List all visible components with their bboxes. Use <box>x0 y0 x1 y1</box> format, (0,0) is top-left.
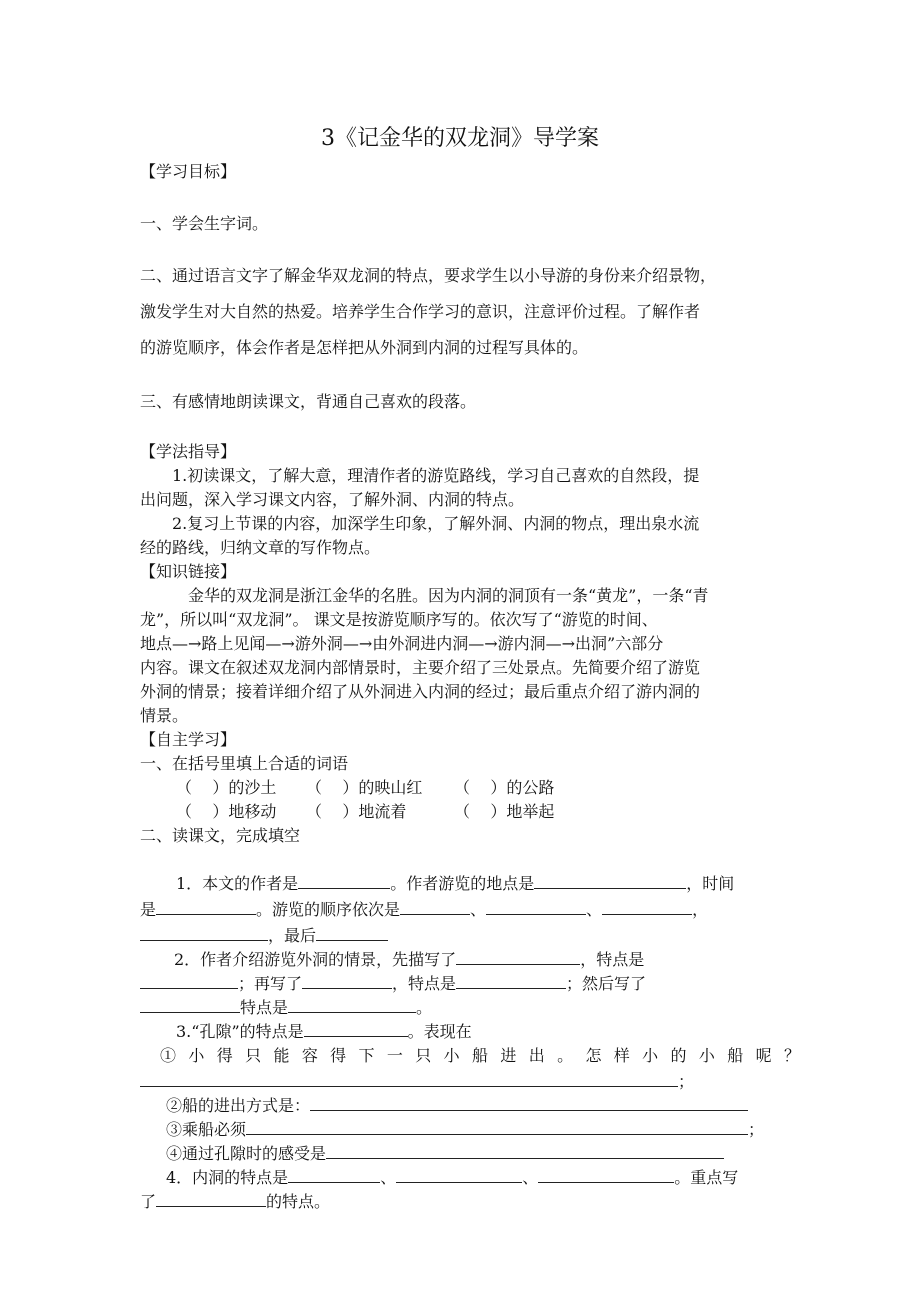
text: 。重点写 <box>674 1168 739 1187</box>
text: ；然后写了 <box>566 974 647 993</box>
answer-blank[interactable] <box>400 898 470 915</box>
knowledge-heading: 【知识链接】 <box>140 562 237 581</box>
text: ， <box>692 900 709 919</box>
text: 1．本文的作者是 <box>176 874 299 893</box>
text: 4．内洞的特点是 <box>166 1168 289 1187</box>
objective-2-line-3: 的游览顺序，体会作者是怎样把从外洞到内洞的过程写具体的。 <box>140 338 589 357</box>
text: 是 <box>140 900 157 919</box>
text: ，特点是 <box>392 974 457 993</box>
page-title: 3《记金华的双龙洞》导学案 <box>321 126 599 151</box>
text: 特点是 <box>240 998 289 1017</box>
text: ； <box>678 1072 695 1091</box>
knowledge-line-4: 内容。课文在叙述双龙洞内部情景时，主要介绍了三处景点。先简要介绍了游览 <box>140 658 701 677</box>
self-study-heading: 【自主学习】 <box>140 730 237 749</box>
knowledge-line-2: 龙”，所以叫“双龙洞”。 课文是按游览顺序写的。依次写了“游览的时间、 <box>140 610 658 629</box>
text: ，最后 <box>268 926 317 945</box>
text: 。表现在 <box>407 1022 472 1041</box>
text: 3.“孔隙”的特点是 <box>176 1022 304 1041</box>
method-heading: 【学法指导】 <box>140 442 237 461</box>
text: ②船的进出方式是： <box>166 1096 311 1115</box>
answer-blank[interactable] <box>602 898 692 915</box>
answer-blank[interactable] <box>156 1190 266 1207</box>
text: 、 <box>586 900 603 919</box>
text: 了 <box>140 1192 157 1211</box>
method-p2-line-1: 2.复习上节课的内容，加深学生印象，了解外洞、内洞的物点，理出泉水流 <box>172 514 700 533</box>
answer-blank[interactable] <box>486 898 586 915</box>
fill-item: （ ）的沙土 <box>176 778 277 797</box>
text: ③乘船必须 <box>166 1120 247 1139</box>
fill-item: （ ）的公路 <box>454 778 555 797</box>
text: ，特点是 <box>580 950 645 969</box>
fill-item: （ ）地流着 <box>306 802 407 821</box>
text: 、 <box>522 1168 539 1187</box>
objectives-heading: 【学习目标】 <box>140 162 237 181</box>
objective-2-line-2: 激发学生对大自然的热爱。培养学生合作学习的意识，注意评价过程。了解作者 <box>140 302 701 321</box>
text: ①小得只能容得下一只小船进出。怎样小的小船呢？ <box>160 1046 800 1065</box>
fill-item: （ ）地举起 <box>454 802 555 821</box>
text: ④通过孔隙时的感受是 <box>166 1144 327 1163</box>
text: 。游览的顺序依次是 <box>256 900 401 919</box>
text: 2．作者介绍游览外洞的情景，先描写了 <box>174 950 457 969</box>
method-p1-line-2: 出问题，深入学习课文内容，了解外洞、内洞的特点。 <box>140 490 525 509</box>
knowledge-line-5: 外洞的情景；接着详细介绍了从外洞进入内洞的经过；最后重点介绍了游内洞的 <box>140 682 701 701</box>
knowledge-line-6: 情景。 <box>140 706 189 725</box>
knowledge-line-1: 金华的双龙洞是浙江金华的名胜。因为内洞的洞顶有一条“黄龙”，一条“青 <box>188 586 709 605</box>
text: ；再写了 <box>238 974 303 993</box>
answer-blank[interactable] <box>456 972 566 989</box>
knowledge-line-3: 地点—→路上见闻—→游外洞—→由外洞进内洞—→游内洞—→出洞”六部分 <box>140 634 664 653</box>
text: 。 <box>416 998 433 1017</box>
question-2: 二、读课文，完成填空 <box>140 826 301 845</box>
question-1: 一、在括号里填上合适的词语 <box>140 754 349 773</box>
answer-blank[interactable] <box>396 1166 522 1183</box>
method-p1-line-1: 1.初读课文，了解大意，理清作者的游览路线，学习自己喜欢的自然段，提 <box>172 466 700 485</box>
text: ； <box>748 1120 765 1139</box>
text: 的特点。 <box>266 1192 331 1211</box>
method-p2-line-2: 经的路线，归纳文章的写作物点。 <box>140 538 381 557</box>
text: 、 <box>380 1168 397 1187</box>
answer-blank[interactable] <box>538 1166 674 1183</box>
text: ，时间 <box>686 874 735 893</box>
fill-item: （ ）的映山红 <box>306 778 423 797</box>
objective-2-line-1: 二、通过语言文字了解金华双龙洞的特点，要求学生以小导游的身份来介绍景物， <box>140 266 717 285</box>
text: 、 <box>470 900 487 919</box>
objective-1: 一、学会生字词。 <box>140 214 269 233</box>
fill-item: （ ）地移动 <box>176 802 277 821</box>
blank-line-4b <box>140 1166 330 1214</box>
text: 。作者游览的地点是 <box>390 874 535 893</box>
objective-3: 三、有感情地朗读课文，背通自己喜欢的段落。 <box>140 392 477 411</box>
